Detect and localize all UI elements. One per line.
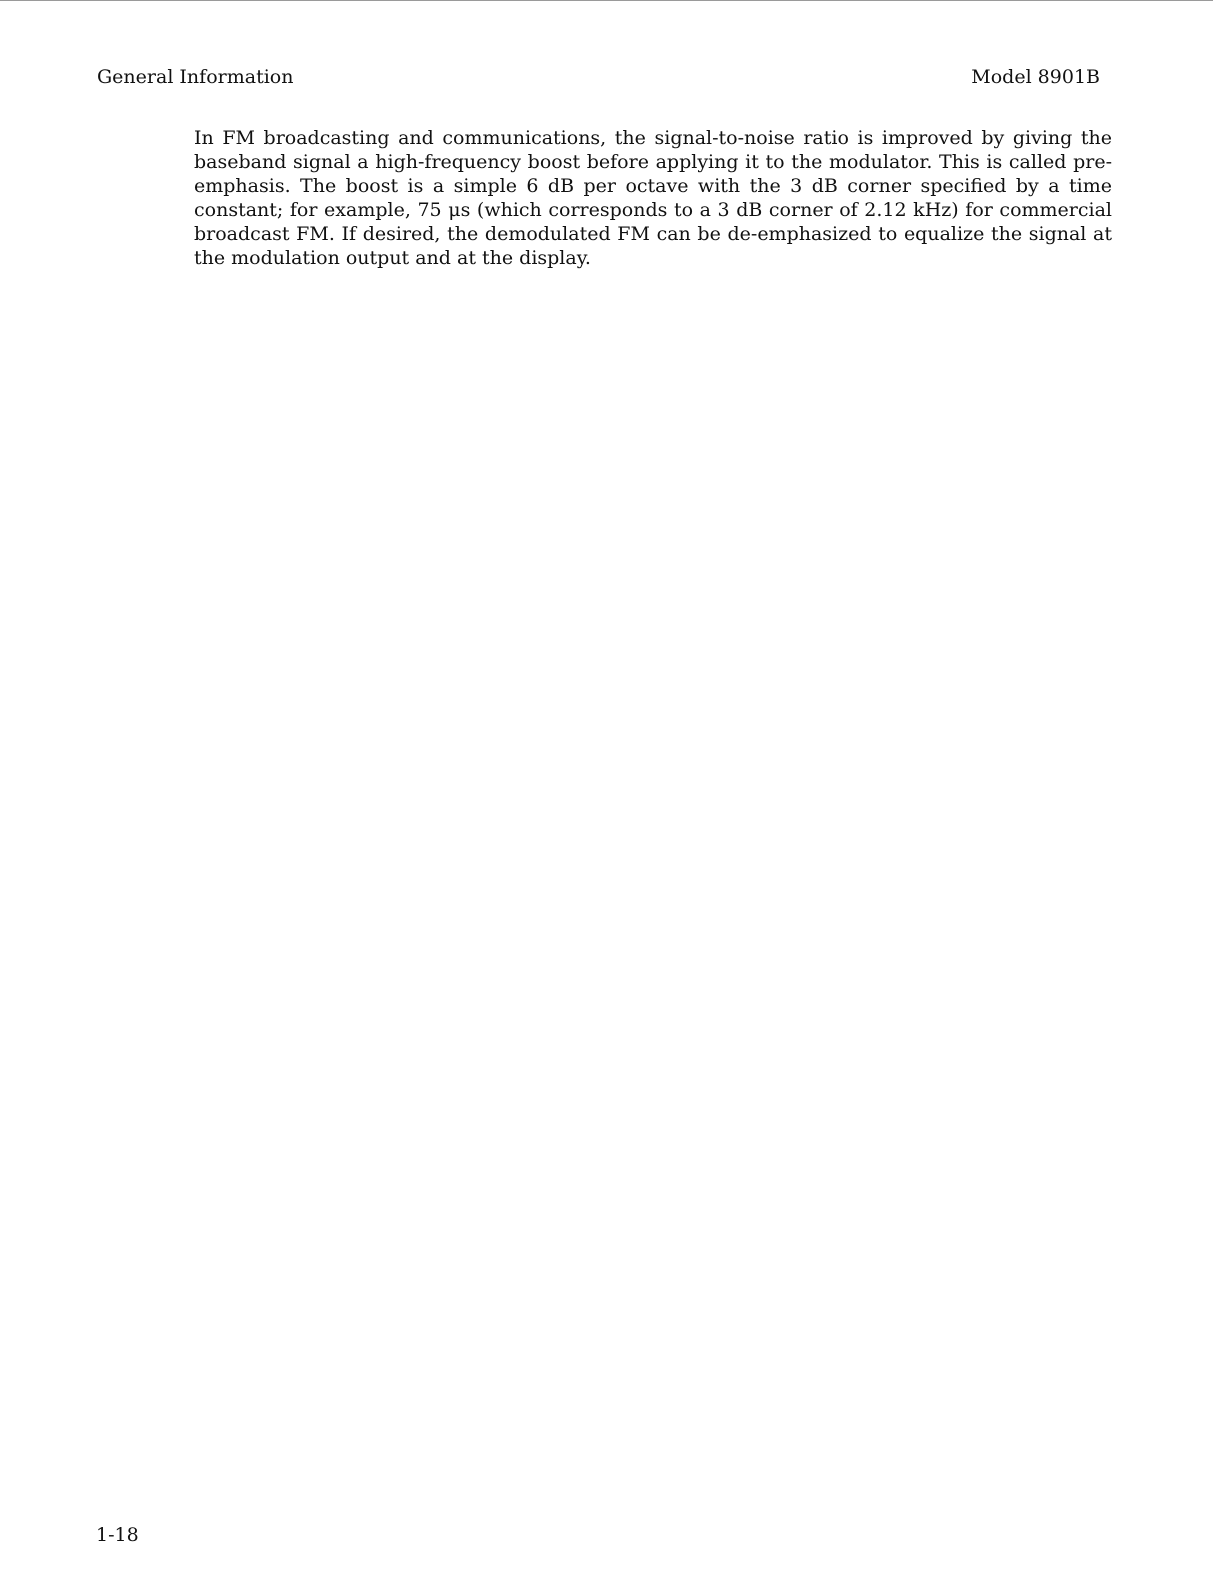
- running-header-model: Model 8901B: [971, 66, 1100, 88]
- page-number: 1-18: [96, 1524, 139, 1546]
- page-top-border: [0, 0, 1213, 1]
- body-paragraph: In FM broadcasting and communications, the signal-to-noise ratio is improved by giving the baseband signal a high-frequency boost before applying it to the modulator. This is called pre-emphasis. The boost is a simple 6 dB per octave with the 3 dB corner specified by a time constant; for example, 75 μs (which corresponds to a 3 dB corner of 2.12 kHz) for commercial broadcast FM. If desired, the demodulated FM can be de-emphasized to equalize the signal at the modulation output and at the display.: [194, 127, 1112, 269]
- running-header-section: General Information: [97, 66, 294, 88]
